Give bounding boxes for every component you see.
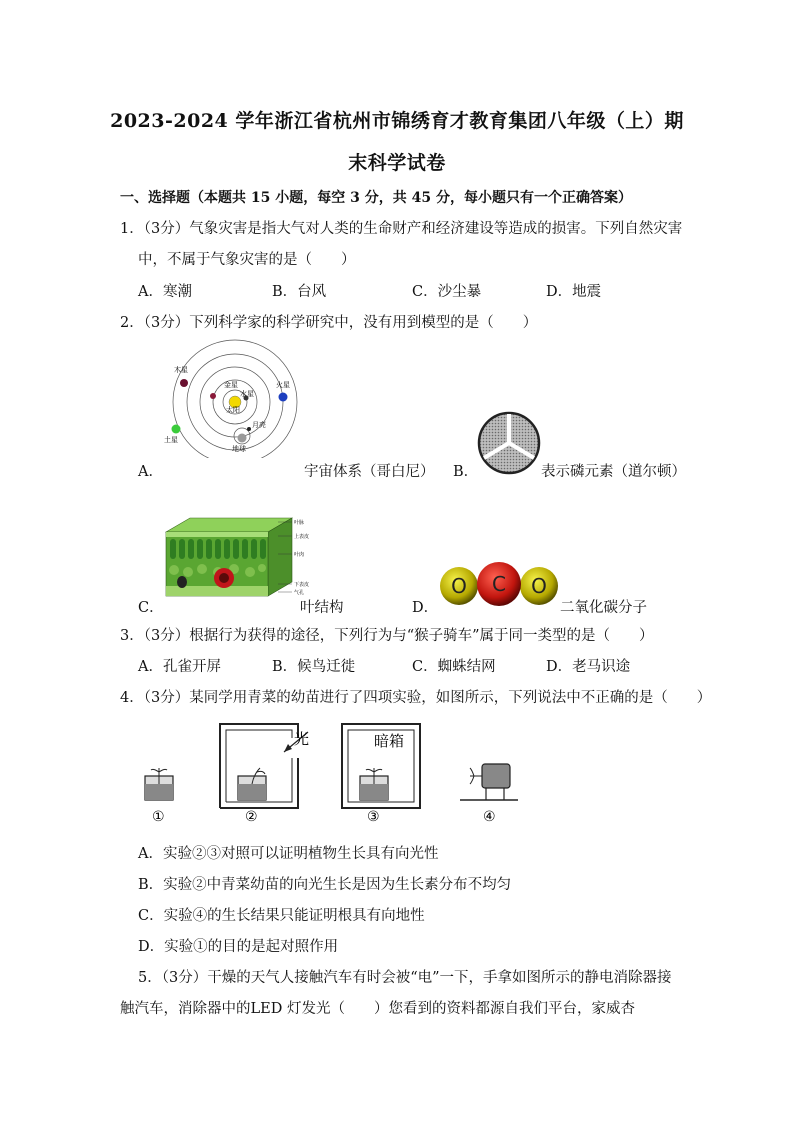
q2-option-d-letter: D．: [412, 600, 439, 616]
q2-option-a-letter: A．: [138, 464, 163, 480]
leaf-structure-figure: [160, 512, 310, 602]
phosphorus-symbol-figure: [476, 410, 542, 476]
question-3-stem: 3．（3分）根据行为获得的途径，下列行为与“猴子骑车”属于同一类型的是（ ）: [120, 628, 654, 644]
q1-option-c: C．沙尘暴: [412, 284, 482, 300]
q4-option-b: B．实验②中青菜幼苗的向光生长是因为生长素分布不均匀: [138, 877, 512, 893]
co2-molecule-figure: [438, 560, 560, 610]
q2-option-d-caption: 二氧化碳分子: [560, 600, 647, 616]
q4-option-d: D．实验①的目的是起对照作用: [138, 939, 339, 955]
q2-option-a-caption: 宇宙体系（哥白尼）: [304, 464, 435, 480]
dark-box-label: 暗箱: [374, 732, 405, 750]
q1-option-a: A．寒潮: [138, 284, 192, 300]
q2-option-c-letter: C．: [138, 600, 164, 616]
q3-option-c: C．蜘蛛结网: [412, 659, 496, 675]
moon-icon: [247, 427, 251, 431]
svg-text:C: C: [492, 572, 506, 596]
q2-option-b-letter: B．: [453, 464, 479, 480]
svg-text:①: ①: [152, 809, 165, 825]
svg-text:叶肉: 叶肉: [294, 552, 305, 558]
svg-text:月亮: 月亮: [252, 421, 266, 429]
q2-option-b-caption: 表示磷元素（道尔顿）: [541, 464, 686, 480]
svg-text:②: ②: [245, 809, 258, 825]
venus-icon: [210, 393, 216, 399]
question-2-stem: 2．（3分）下列科学家的科学研究中，没有用到模型的是（ ）: [120, 315, 538, 331]
svg-text:太阳: 太阳: [226, 406, 240, 414]
svg-text:叶脉: 叶脉: [294, 520, 305, 526]
q1-option-b: B．台风: [272, 284, 327, 300]
svg-text:火星: 火星: [276, 381, 290, 389]
question-1-stem-cont: 中，不属于气象灾害的是（ ）: [138, 252, 356, 268]
q4-option-c: C．实验④的生长结果只能证明根具有向地性: [138, 908, 425, 924]
svg-text:金星: 金星: [224, 381, 238, 389]
page-title-line2: 末科学试卷: [348, 152, 446, 174]
q2-option-c-caption: 叶结构: [300, 600, 344, 616]
q4-option-a: A．实验②③对照可以证明植物生长具有向光性: [138, 846, 439, 862]
experiment-1-beaker: [145, 768, 173, 800]
svg-text:气孔: 气孔: [294, 590, 305, 596]
question-1-stem: 1．（3分）气象灾害是指大气对人类的生命财产和经济建设等造成的损害。下列自然灾害: [120, 221, 683, 237]
q3-option-b: B．候鸟迁徙: [272, 659, 356, 675]
svg-text:地球: 地球: [232, 445, 246, 453]
svg-text:上表皮: 上表皮: [294, 534, 310, 540]
question-5-stem: 5．（3分）干燥的天气人接触汽车有时会被“电”一下，手拿如图所示的静电消除器接: [138, 970, 672, 986]
q3-option-a: A．孔雀开屏: [138, 659, 221, 675]
question-5-stem-cont: 触汽车，消除器中的LED 灯发光（ ）您看到的资料都源自我们平台，家威杏: [120, 1001, 635, 1017]
svg-text:下表皮: 下表皮: [294, 582, 310, 588]
jupiter-icon: [180, 379, 188, 387]
q3-option-d: D．老马识途: [546, 659, 631, 675]
svg-text:水星: 水星: [240, 390, 254, 398]
svg-text:O: O: [531, 574, 547, 598]
svg-text:④: ④: [483, 809, 496, 825]
svg-text:土星: 土星: [164, 436, 178, 444]
svg-text:O: O: [451, 574, 467, 598]
experiment-4-sideways-beaker: [460, 764, 518, 800]
q1-option-d: D．地震: [546, 284, 602, 300]
svg-text:③: ③: [367, 809, 380, 825]
svg-text:木星: 木星: [174, 366, 188, 374]
seedling-experiment-figure: [130, 716, 530, 826]
saturn-icon: [172, 425, 181, 434]
page-title: 2023-2024 学年浙江省杭州市锦绣育才教育集团八年级（上）期: [110, 110, 684, 132]
solar-system-figure: [160, 338, 310, 458]
question-4-stem: 4．（3分）某同学用青菜的幼苗进行了四项实验，如图所示，下列说法中不正确的是（ ）: [120, 690, 712, 706]
mars-icon: [279, 393, 288, 402]
light-label: 光: [294, 730, 310, 748]
section-heading: 一、选择题（本题共 15 小题，每空 3 分，共 45 分，每小题只有一个正确答案）: [120, 190, 632, 206]
earth-icon: [238, 434, 247, 443]
